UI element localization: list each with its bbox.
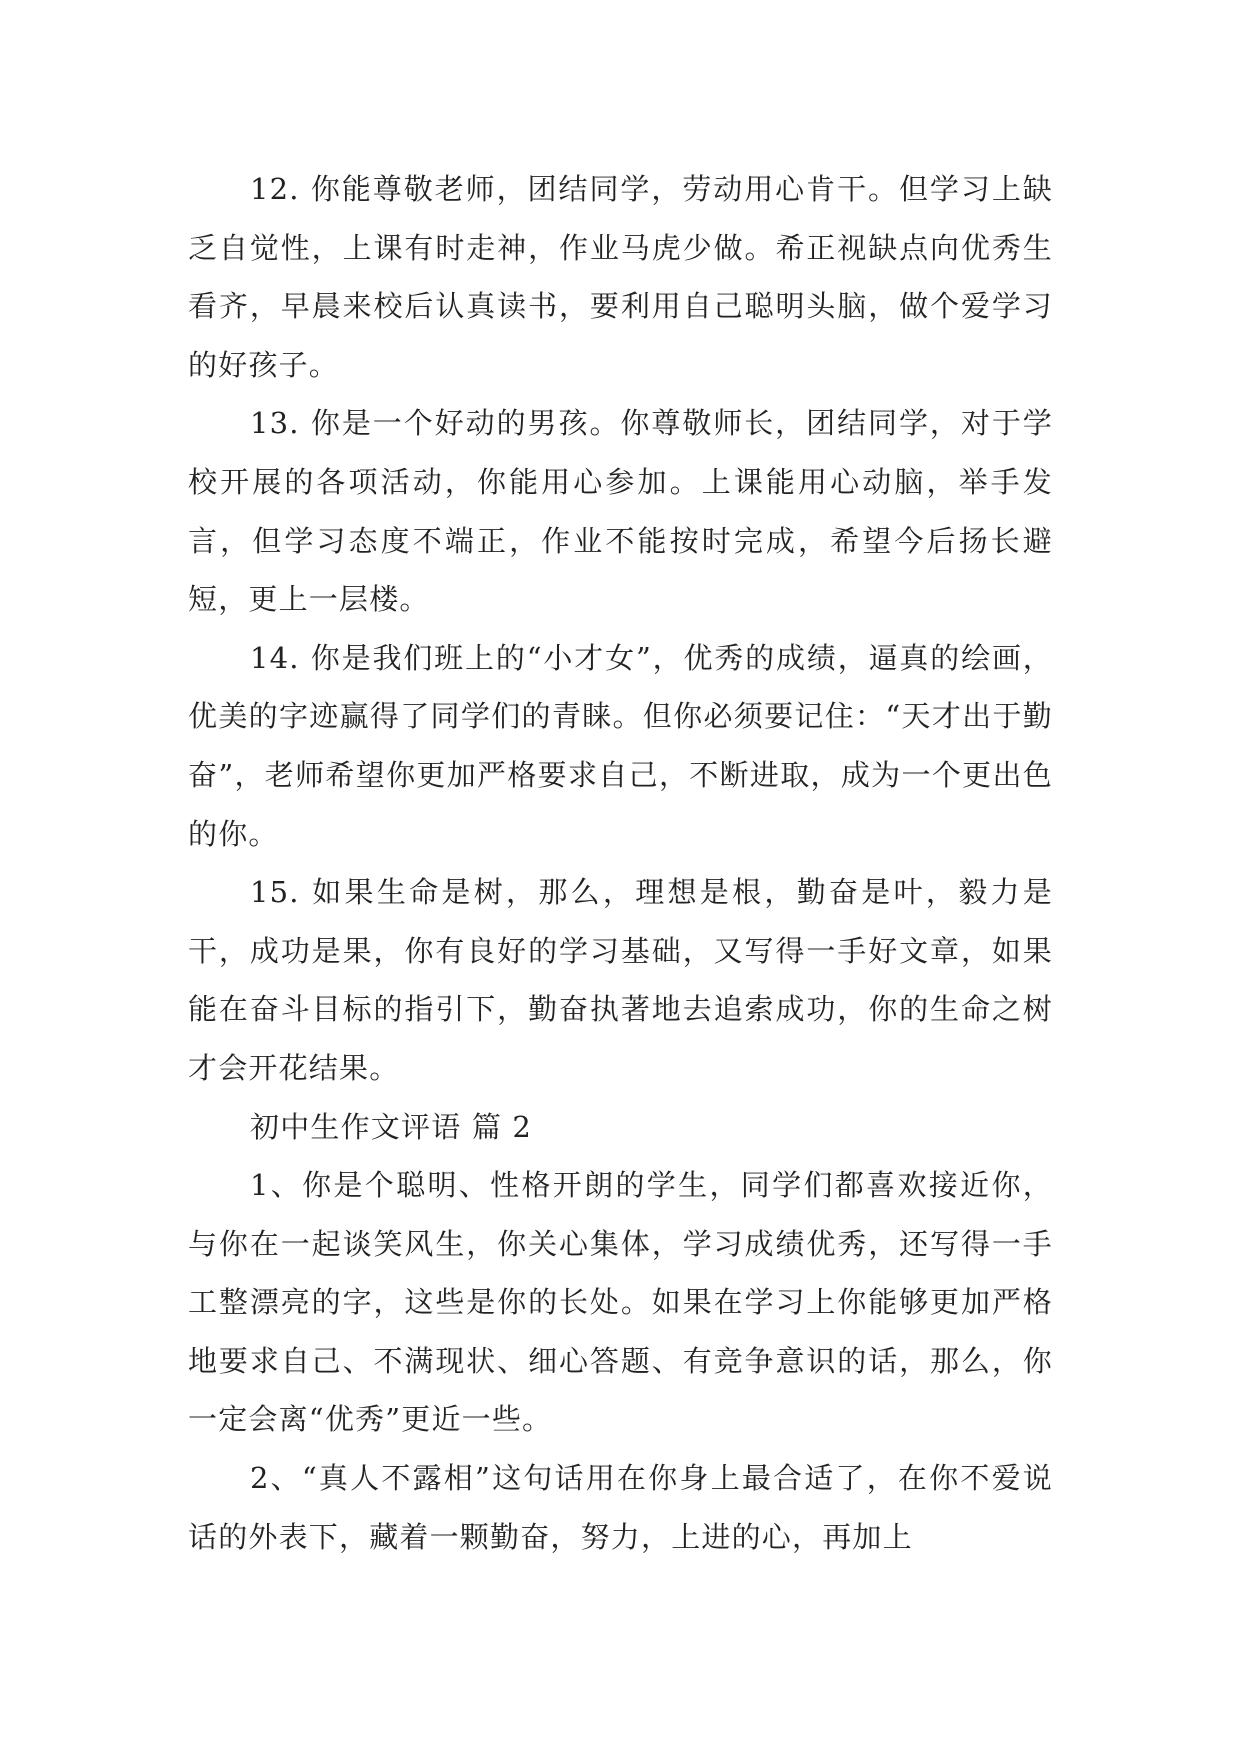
comment-paragraph-14: 14. 你是我们班上的“小才女”，优秀的成绩，逼真的绘画，优美的字迹赢得了同学们的青睐。但你必须要记住：“天才出于勤奋”，老师希望你更加严格要求自己，不断进取，成为一个更出色的你。 (188, 640, 1053, 851)
comment-paragraph-1: 1、你是个聪明、性格开朗的学生，同学们都喜欢接近你，与你在一起谈笑风生，你关心集体，学习成绩优秀，还写得一手工整漂亮的字，这些是你的长处。如果在学习上你能够更加严格地要求自己、不满现状、细心答题、有竞争意识的话，那么，你一定会离“优秀”更近一些。 (188, 1168, 1053, 1437)
document-page (188, 160, 1053, 1566)
comment-paragraph-2: 2、“真人不露相”这句话用在你身上最合适了，在你不爱说话的外表下，藏着一颗勤奋，努力，上进的心，再加上 (188, 1461, 1053, 1554)
comment-paragraph-12: 12. 你能尊敬老师，团结同学，劳动用心肯干。但学习上缺乏自觉性，上课有时走神，作业马虎少做。希正视缺点向优秀生看齐，早晨来校后认真读书，要利用自己聪明头脑，做个爱学习的好孩子。 (188, 172, 1053, 382)
comment-paragraph-15: 15. 如果生命是树，那么，理想是根，勤奋是叶，毅力是干，成功是果，你有良好的学习基础，又写得一手好文章，如果能在奋斗目标的指引下，勤奋执著地去追索成功，你的生命之树才会开花结果。 (188, 875, 1053, 1085)
comment-paragraph-13: 13. 你是一个好动的男孩。你尊敬师长，团结同学，对于学校开展的各项活动，你能用心参加。上课能用心动脑，举手发言，但学习态度不端正，作业不能按时完成，希望今后扬长避短，更上一层楼。 (188, 406, 1053, 617)
section-heading: 初中生作文评语 篇 2 (250, 1109, 533, 1144)
